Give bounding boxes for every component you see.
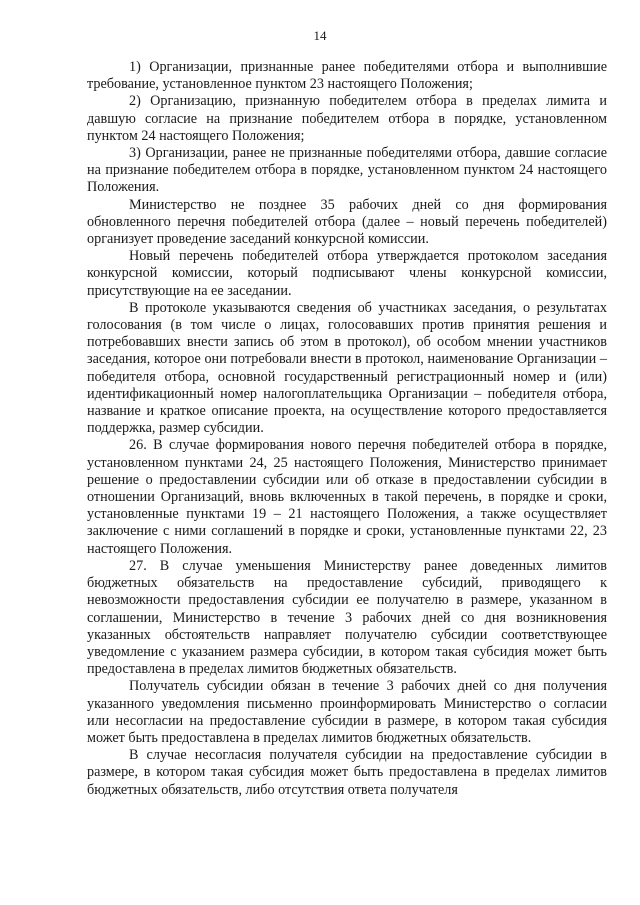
paragraph-ministry-deadline: Министерство не позднее 35 рабочих дней со дня формирования обновленного перечня победителей отбора (далее – новый перечень победителей) организует проведение заседаний конкурсной комиссии. xyxy=(87,196,607,248)
paragraph-disagreement-case: В случае несогласия получателя субсидии на предоставление субсидии в размере, в котором такая субсидия может быть предоставлена в пределах лимитов бюджетных обязательств, либо отсутствия ответа получателя xyxy=(87,747,607,798)
paragraph-item-2: 2) Организацию, признанную победителем отбора в пределах лимита и давшую согласие на признание победителем отбора в порядке, установленном пунктом 24 настоящего Положения; xyxy=(87,93,607,144)
paragraph-item-1: 1) Организации, признанные ранее победителями отбора и выполнившие требование, установленное пунктом 23 настоящего Положения; xyxy=(87,59,607,93)
document-body xyxy=(87,59,607,799)
paragraph-new-list-approval: Новый перечень победителей отбора утверждается протоколом заседания конкурсной комиссии, который подписывают члены конкурсной комиссии, присутствующие на ее заседании. xyxy=(87,248,607,299)
paragraph-clause-26: 26. В случае формирования нового перечня победителей отбора в порядке, установленном пунктами 24, 25 настоящего Положения, Министерство принимает решение о предоставлении субсидии или об отказе в предоставлении субсидии в отношении Организаций, вновь включенных в такой перечень, в порядке и сроки, установленные пунктами 19 – 21 настоящего Положения, а также осуществляет заключение с ними соглашений в порядке и сроки, установленные пунктами 22, 23 настоящего Положения. xyxy=(87,437,607,557)
paragraph-item-3: 3) Организации, ранее не признанные победителями отбора, давшие согласие на признание победителем отбора в порядке, установленном пунктом 24 настоящего Положения. xyxy=(87,145,607,196)
paragraph-protocol-contents: В протоколе указываются сведения об участниках заседания, о результатах голосования (в том числе о лицах, голосовавших против принятия решения и потребовавших внести запись об этом в протокол), об особом мнении участников заседания, которое они потребовали внести в протокол, наименование Организации – победителя отбора, основной государственный регистрационный номер и (или) идентификационный номер налогоплательщика Организации – победителя отбора, название и краткое описание проекта, на осуществление которого предоставляется поддержка, размер субсидии. xyxy=(87,299,607,437)
paragraph-clause-27: 27. В случае уменьшения Министерству ранее доведенных лимитов бюджетных обязательств на предоставление субсидий, приводящего к невозможности предоставления субсидии ее получателю в размере, указанном в соглашении, Министерство в течение 3 рабочих дней со дня возникновения указанных обстоятельств направляет получателю субсидии соответствующее уведомление с указанием размера субсидии, в котором такая субсидия может быть предоставлена в пределах лимитов бюджетных обязательств. xyxy=(87,557,607,678)
page-number: 14 xyxy=(313,28,327,43)
paragraph-recipient-obligation: Получатель субсидии обязан в течение 3 рабочих дней со дня получения указанного уведомления письменно проинформировать Министерство о согласии или несогласии на предоставление субсидии в размере, в котором такая субсидия может быть предоставлена в пределах лимитов бюджетных обязательств. xyxy=(87,678,607,746)
